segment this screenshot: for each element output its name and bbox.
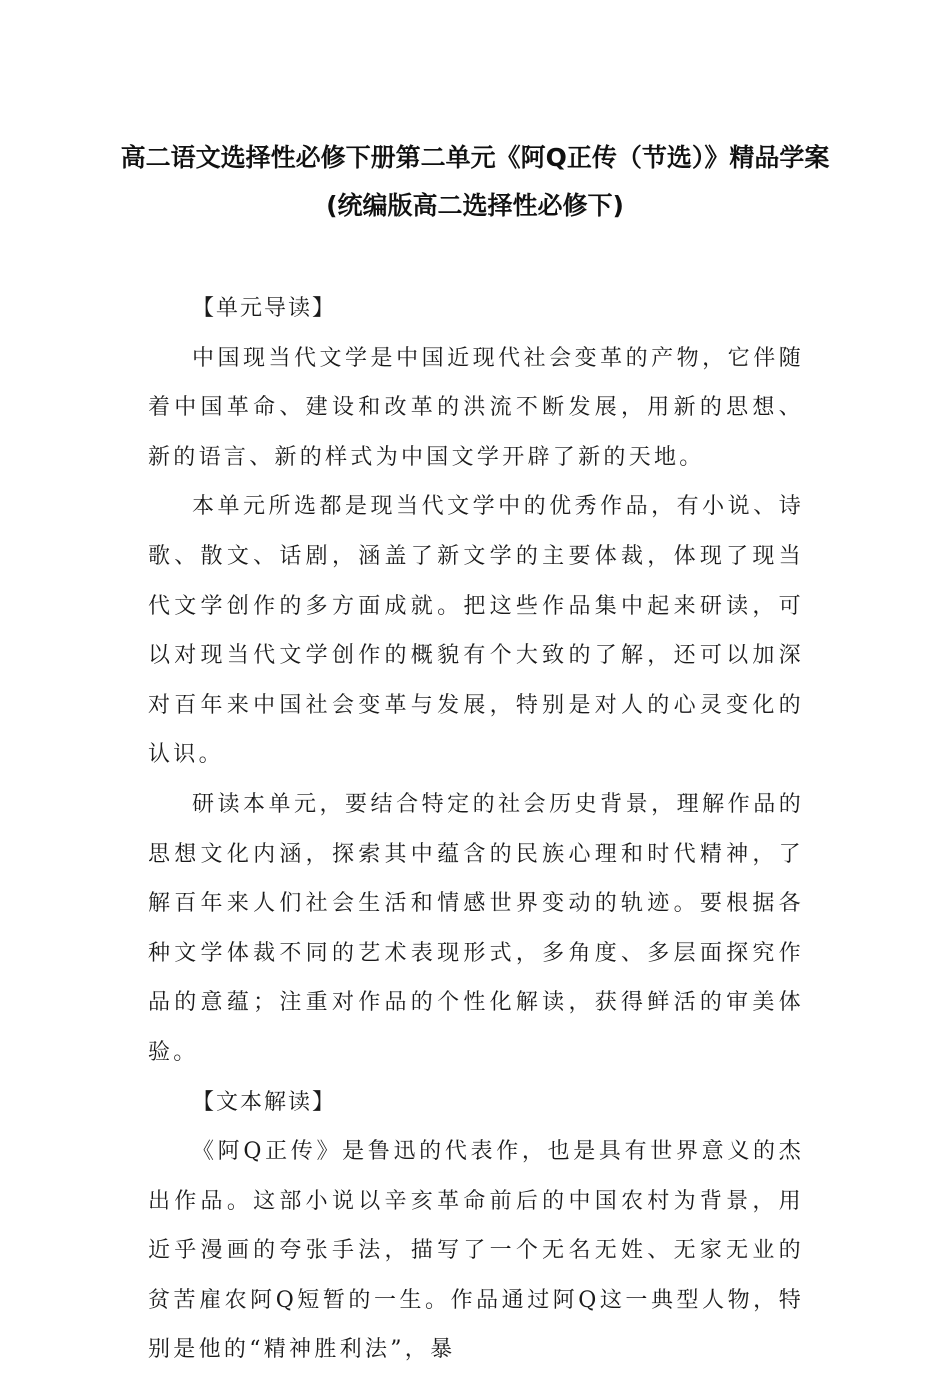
document-title: 高二语文选择性必修下册第二单元《阿Q正传（节选）》精品学案 [120,143,830,172]
section-heading-unit-guide: 【单元导读】 [192,296,337,321]
paragraph: 中国现当代文学是中国近现代社会变革的产物，它伴随着中国革命、建设和改革的洪流不断发展，用新的思想、新的语言、新的样式为中国文学开辟了新的天地。 [148,345,804,470]
paragraph: 《阿Q正传》是鲁迅的代表作，也是具有世界意义的杰出作品。这部小说以辛亥革命前后的中国农村为背景，用近乎漫画的夸张手法，描写了一个无名无姓、无家无业的贫苦雇农阿Q短暂的一生。作品通过阿Q这一典型人物，特别是他的“精神胜利法”，暴 [148,1139,804,1363]
document-subtitle: (统编版高二选择性必修下) [326,191,624,220]
section-heading-text-reading: 【文本解读】 [192,1089,337,1115]
document-body [148,284,804,1375]
paragraph: 本单元所选都是现当代文学中的优秀作品，有小说、诗歌、散文、话剧，涵盖了新文学的主要体裁，体现了现当代文学创作的多方面成就。把这些作品集中起来研读，可以对现当代文学创作的概貌有个大致的了解，还可以加深对百年来中国社会变革与发展，特别是对人的心灵变化的认识。 [148,494,804,768]
paragraph: 研读本单元，要结合特定的社会历史背景，理解作品的思想文化内涵，探索其中蕴含的民族心理和时代精神，了解百年来人们社会生活和情感世界变动的轨迹。要根据各种文学体裁不同的艺术表现形式，多角度、多层面探究作品的意蕴；注重对作品的个性化解读，获得鲜活的审美体验。 [148,791,804,1065]
